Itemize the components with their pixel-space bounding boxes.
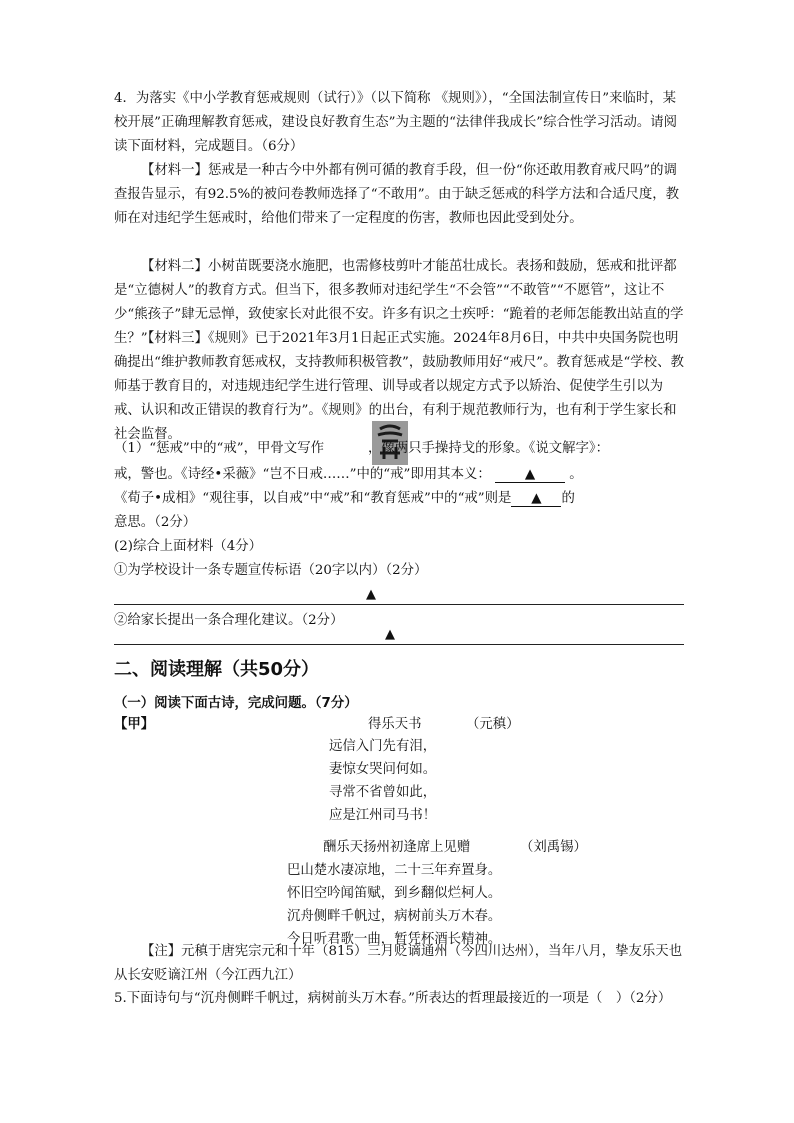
sub1-text-d: 。 xyxy=(569,467,583,482)
sub1-line4 xyxy=(114,511,196,530)
label-jia: 【甲】 xyxy=(114,717,155,732)
sub2-item2: ②给家长提出一条合理化建议。（2分） xyxy=(114,613,344,628)
material-1-text: 【材料一】惩戒是一种古今中外都有例可循的教育手段，但一份“你还敢用教育戒尺吗”的调查报告显示，有92.5%的被问卷教师选择了“不敢用”。由于缺乏惩戒的科学方法和合适尺度，教师在对违纪学生惩戒时，给他们带来了一定程度的伤害，教师也因此受到处分。 xyxy=(114,163,680,226)
sub1-text-e: 《荀子•成相》“观往事，以自戒”中“戒”和“教育惩戒”中的“戒”则是 xyxy=(114,491,512,506)
answer-marker-slogan: ▲ xyxy=(366,587,376,602)
sub1-text-c: 戒，警也。《诗经•采薇》“岂不日戒……”中的“戒”即用其本义： xyxy=(114,467,491,482)
poem1-line: 远信入门先有泪， xyxy=(329,739,437,754)
sub2-item1: ①为学校设计一条专题宣传标语（20字以内）（2分） xyxy=(114,563,428,578)
poem-note xyxy=(114,940,684,988)
section-2-title: 二、阅读理解（共50分） xyxy=(114,659,320,680)
sub1-text-g: 意思。（2分） xyxy=(114,515,197,530)
poem2-line: 怀旧空吟闻笛赋，到乡翻似烂柯人。 xyxy=(287,886,502,901)
poem1-line: 应是江州司马书！ xyxy=(329,808,437,823)
sub1-text-b: ，像两只手操持戈的形象。《说文解字》： xyxy=(367,441,610,456)
poem2-line: 巴山楚水凄凉地，二十三年弃置身。 xyxy=(287,863,502,878)
poem-note-text: 【注】元稹于唐宪宗元和十年（815）三月贬谪通州（今四川达州），当年八月，挚友乐天也从长安贬谪江州（今江西九江） xyxy=(114,944,683,983)
sub1-line1 xyxy=(114,437,609,456)
sub1-line3 xyxy=(114,487,575,507)
poem1-line: 妻惊女哭问何如。 xyxy=(329,762,437,777)
part-1-heading: （一）阅读下面古诗，完成问题。（7分） xyxy=(114,696,358,711)
q4-intro-text: 4．为落实《中小学教育惩戒规则（试行）》（以下简称 《规则》），“全国法制宣传日”来临时，某校开展”正确理解教育惩戒，建设良好教育生态”为主题的“法律伴我成长”综合性学习活动。请阅读下面材料，完成题目。（6分） xyxy=(114,91,678,154)
answer-blank-1[interactable]: ▲ xyxy=(495,467,565,483)
sub1-line2 xyxy=(114,463,583,483)
poem2-title: 酬乐天扬州初逢席上见赠 xyxy=(323,840,471,855)
material-3-text: 【材料三】《规则》已于2021年3月1日起正式实施。2024年8月6日，中共中央国务院也明确提出“维护教师教育惩戒权，支持教师积极管教”，鼓励教师用好“戒尺”。教育惩戒是“学校、教师基于教育目的，对违规违纪学生进行管理、训导或者以规定方式予以矫治、促使学生引以为戒、认识和改正错误的教育行为”。《规则》的出台，有利于规范教师行为，也有利于学生家长和社会监督。 xyxy=(114,331,684,442)
poem1-author: （元稹） xyxy=(466,717,520,732)
poem2-line: 今日听君歌一曲，暂凭杯酒长精神。 xyxy=(287,932,502,947)
question-5 xyxy=(114,987,684,1011)
question-5-text: 5.下面诗句与“沉舟侧畔千帆过，病树前头万木春。”所表达的哲理最接近的一项是（ ）（2分） xyxy=(114,991,672,1006)
answer-line-advice[interactable] xyxy=(114,644,684,645)
answer-marker-advice: ▲ xyxy=(385,627,395,642)
sub2-heading: (2)综合上面材料（4分） xyxy=(114,539,263,554)
q4-intro xyxy=(114,87,684,159)
sub1-text-a: （1）“惩戒”中的“戒”，甲骨文写作 xyxy=(114,441,324,456)
sub1-text-f: 的 xyxy=(561,491,575,506)
answer-line-slogan[interactable] xyxy=(114,604,684,605)
material-2-text: 【材料二】小树苗既要浇水施肥，也需修枝剪叶才能茁壮成长。表扬和鼓励，惩戒和批评都是“立德树人”的教育方式。但当下，很多教师对违纪学生“不会管”“不敢管”“不愿管”，这让不少“熊孩子”肆无忌惮，致使家长对此很不安。许多有识之士疾呼：“跪着的老师怎能教出站直的学生？” xyxy=(114,259,684,346)
poem1-title: 得乐天书 xyxy=(368,717,422,732)
answer-blank-2[interactable]: ▲ xyxy=(511,491,561,507)
poem1-line: 寻常不省曾如此， xyxy=(329,785,437,800)
poem2-line: 沉舟侧畔千帆过，病树前头万木春。 xyxy=(287,909,502,924)
poem2-author: （刘禹锡） xyxy=(520,840,587,855)
material-1 xyxy=(114,159,684,231)
